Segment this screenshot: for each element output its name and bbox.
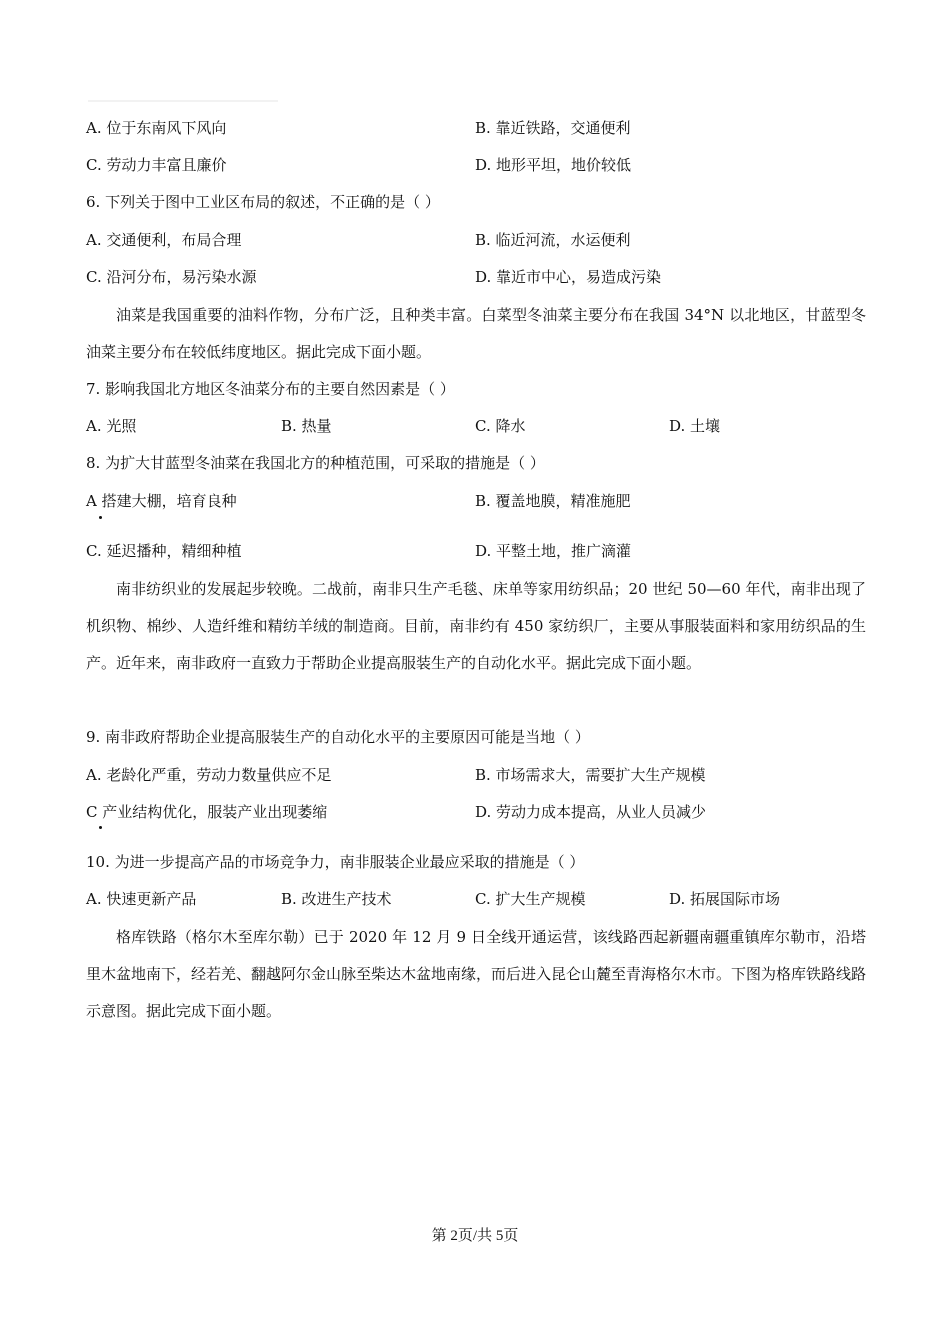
q5-option-a: A. 位于东南风下风向 (86, 119, 227, 137)
q6-option-d: D. 靠近市中心，易造成污染 (475, 268, 662, 286)
q8-option-c: C. 延迟播种，精细种植 (86, 542, 242, 560)
q10-option-d: D. 拓展国际市场 (669, 890, 781, 908)
q5-option-c: C. 劳动力丰富且廉价 (86, 156, 227, 174)
q6-option-c: C. 沿河分布，易污染水源 (86, 268, 257, 286)
q6-option-b: B. 临近河流，水运便利 (475, 231, 631, 249)
q10-option-c: C. 扩大生产规模 (475, 890, 586, 908)
q7-option-b: B. 热量 (281, 417, 332, 435)
q9-option-c: C 产业结构优化，服装产业出现萎缩 (86, 803, 328, 821)
option-dot-mark (99, 826, 102, 829)
q9-option-d: D. 劳动力成本提高，从业人员减少 (475, 803, 707, 821)
q9-stem: 9. 南非政府帮助企业提高服装生产的自动化水平的主要原因可能是当地（ ） (86, 728, 590, 746)
q10-stem: 10. 为进一步提高产品的市场竞争力，南非服装企业最应采取的措施是（ ） (86, 853, 585, 871)
q8-option-a: A 搭建大棚，培育良种 (86, 492, 237, 510)
passage-rapeseed: 油菜是我国重要的油料作物，分布广泛，且种类丰富。白菜型冬油菜主要分布在我国 34°N 以北地区，甘蓝型冬油菜主要分布在较低纬度地区。据此完成下面小题。 (86, 306, 866, 361)
q10-option-b: B. 改进生产技术 (281, 890, 392, 908)
q9-option-a: A. 老龄化严重，劳动力数量供应不足 (86, 766, 332, 784)
page-footer: 第 2页/共 5页 (431, 1228, 519, 1244)
faint-header-mark (88, 100, 278, 102)
q8-option-b: B. 覆盖地膜，精准施肥 (475, 492, 631, 510)
q10-option-a: A. 快速更新产品 (86, 890, 197, 908)
q6-stem: 6. 下列关于图中工业区布局的叙述，不正确的是（ ） (86, 193, 440, 211)
q7-option-d: D. 土壤 (669, 417, 721, 435)
passage-railway: 格库铁路（格尔木至库尔勒）已于 2020 年 12 月 9 日全线开通运营，该线路西起新疆南疆重镇库尔勒市，沿塔里木盆地南下，经若羌、翻越阿尔金山脉至柴达木盆地南缘，而后进入昆仑山麓至青海格尔木市。下图为格库铁路线路示意图。据此完成下面小题。 (86, 928, 867, 1020)
q5-option-b: B. 靠近铁路，交通便利 (475, 119, 631, 137)
q8-option-d: D. 平整土地，推广滴灌 (475, 542, 632, 560)
q6-option-a: A. 交通便利，布局合理 (86, 231, 242, 249)
option-dot-mark (99, 516, 102, 519)
q8-stem: 8. 为扩大甘蓝型冬油菜在我国北方的种植范围，可采取的措施是（ ） (86, 454, 545, 472)
q7-option-c: C. 降水 (475, 417, 526, 435)
q7-stem: 7. 影响我国北方地区冬油菜分布的主要自然因素是（ ） (86, 380, 455, 398)
q9-option-b: B. 市场需求大，需要扩大生产规模 (475, 766, 706, 784)
q7-option-a: A. 光照 (86, 417, 137, 435)
passage-textile: 南非纺织业的发展起步较晚。二战前，南非只生产毛毯、床单等家用纺织品；20 世纪 50—60 年代，南非出现了机织物、棉纱、人造纤维和精纺羊绒的制造商。目前，南非约有 450 家纺织厂，主要从事服装面料和家用纺织品的生产。近年来，南非政府一直致力于帮助企业提高服装生产的自动化水平。据此完成下面小题。 (86, 580, 866, 672)
q5-option-d: D. 地形平坦，地价较低 (475, 156, 632, 174)
